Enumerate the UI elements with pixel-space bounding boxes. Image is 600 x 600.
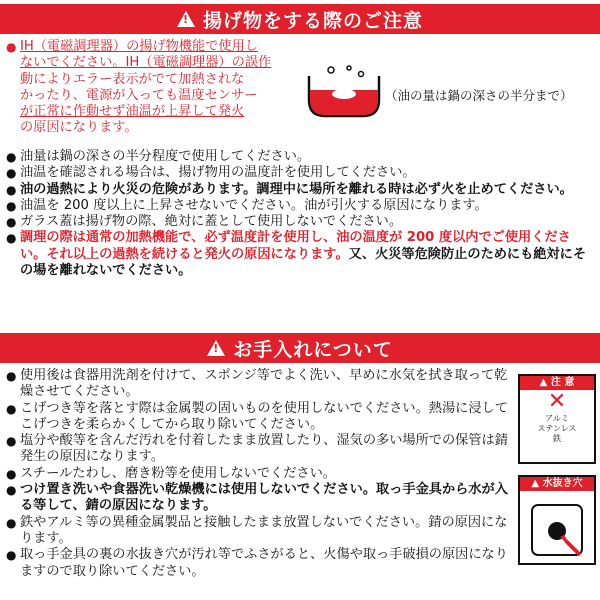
ih-warning	[6, 39, 306, 137]
list-item: ● 鉄やアルミ等の異種金属製品と接触したまま放置しないでください。錆の原因になります。	[6, 515, 511, 548]
heating-warning-black: 又、火災等危険防止のためにも絶対にその場を離れないでください。	[20, 246, 587, 279]
section2-header	[0, 333, 600, 363]
ih-line: ないでください。IH（電磁調理器）の誤作	[20, 55, 272, 71]
ih-line: の原因になります。	[20, 120, 138, 136]
cross-icon: ✕	[547, 389, 567, 414]
list-item: ● 使用後は食器用洗剤を付けて、スポンジ等でよく洗い、早めに水気を拭き取って乾燥させてください。	[6, 368, 511, 401]
handle-drain-hole-illustration	[520, 491, 594, 561]
pot-oil-illustration	[305, 62, 383, 120]
section1-header	[0, 4, 600, 34]
metal-label: 鉄	[553, 434, 561, 443]
list-item: ● 油の過熱により火災の危険があります。調理中に場所を離れる時は必ず火を止めてください。	[6, 182, 596, 198]
metal-caution-box	[518, 374, 596, 464]
ih-line: IH（電磁調理器）の揚げ物機能で使用し	[20, 39, 258, 54]
warning-icon: !	[177, 11, 195, 27]
care-items	[6, 368, 511, 580]
warning-icon: !	[207, 340, 225, 356]
list-item: ● 塩分や酸等を含んだ汚れを付着したまま放置したり、湿気の多い場所での保管は錆発生の原因になります。	[6, 433, 511, 466]
list-item	[6, 230, 596, 279]
ih-line: かったり、電源が入っても温度センサー	[20, 87, 258, 103]
oil-level-note: （油の量は鍋の深さの半分まで）	[385, 88, 573, 103]
list-item: ● こげつき等を落とす際は金属製の固いものを使用しないでください。熱湯に浸してこげつきを柔らかくしてから取り除いてください。	[6, 401, 511, 434]
ih-line: 動によりエラー表示がでて加熱されな	[20, 71, 245, 87]
heating-warning-red: 調理の際は通常の加熱機能で、必ず温度計を使用し、油の温度が 200 度以内でご使用ください。それ以上の過熱を続けると発火の原因になります。	[20, 230, 571, 262]
list-item: ● スチールたわし、磨き粉等を使用しないでください。	[6, 466, 511, 482]
list-item: ● つけ置き洗いや食器洗い乾燥機には使用しないでください。取っ手金具から水が入る等して、錆の原因になります。	[6, 482, 511, 515]
list-item: ● 油量は鍋の深さの半分程度で使用してください。	[6, 149, 596, 165]
list-item: ● 取っ手金具の裏の水抜き穴が汚れ等でふさがると、火傷や取っ手破損の原因になりますので取り除いてください。	[6, 547, 511, 580]
list-item: ● 油温を 200 度以上に上昇させないでください。油が引火する原因になります。	[6, 198, 596, 214]
metal-label: ステンレス	[537, 424, 577, 433]
ih-line: が正常に作動せず油温が上昇して発火	[20, 104, 245, 120]
frying-items	[6, 149, 596, 279]
metal-label: アルミ	[545, 414, 569, 423]
warning-icon: ▲	[539, 377, 548, 388]
caution-box-head: ▲ 注 意	[520, 376, 594, 390]
section2-title: お手入れについて	[233, 338, 393, 361]
list-item: ● ガラス蓋は揚げ物の際、絶対に蓋として使用しないでください。	[6, 214, 596, 230]
list-item: ● 油温を確認される場合は、揚げ物用の温度計を使用してください。	[6, 165, 596, 181]
warning-icon: ▲	[531, 478, 540, 489]
drain-hole-box	[518, 475, 596, 565]
section1-title: 揚げ物をする際のご注意	[202, 9, 423, 32]
drain-hole-head: ▲ 水抜き穴	[520, 477, 594, 491]
